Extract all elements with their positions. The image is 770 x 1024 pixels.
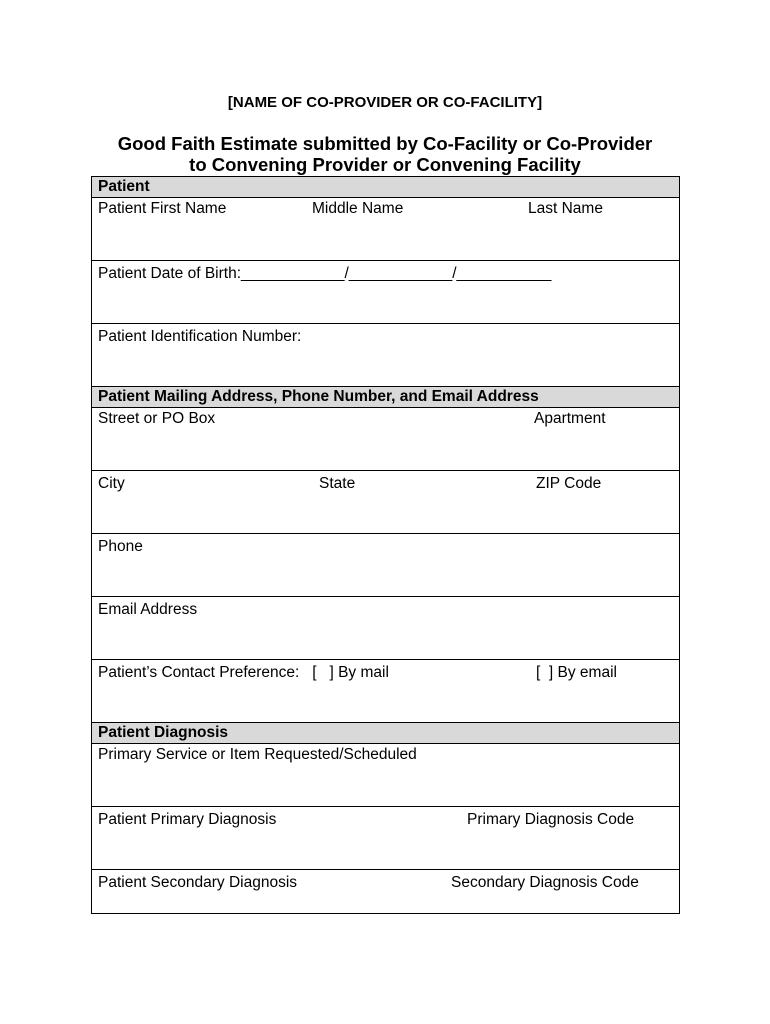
state-field[interactable]: State: [319, 475, 356, 492]
last-name-field[interactable]: Last Name: [528, 200, 603, 217]
dob-row: [92, 261, 679, 324]
contact-preference-row: [92, 660, 679, 723]
primary-diagnosis-code-field[interactable]: Primary Diagnosis Code: [467, 811, 635, 828]
city-row: [92, 471, 679, 534]
secondary-diagnosis-field[interactable]: Patient Secondary Diagnosis: [98, 874, 298, 891]
id-number-row: [92, 324, 679, 387]
title-line-2: to Convening Provider or Convening Facility: [189, 154, 581, 175]
primary-service-field[interactable]: Primary Service or Item Requested/Scheduled: [98, 746, 417, 763]
city-field[interactable]: City: [98, 475, 125, 492]
secondary-diagnosis-row: [92, 870, 679, 913]
secondary-diagnosis-code-field[interactable]: Secondary Diagnosis Code: [451, 874, 639, 891]
title-line-1: Good Faith Estimate submitted by Co-Facility or Co-Provider: [117, 133, 653, 154]
patient-form-table: [91, 176, 680, 914]
section-header-address: Patient Mailing Address, Phone Number, and Email Address: [92, 387, 679, 408]
primary-diagnosis-row: [92, 807, 679, 870]
date-of-birth-field[interactable]: Patient Date of Birth:____________/____________/___________: [98, 265, 552, 282]
phone-field[interactable]: Phone: [98, 538, 143, 555]
zip-code-field[interactable]: ZIP Code: [536, 475, 602, 492]
phone-row: [92, 534, 679, 597]
org-name-placeholder: [NAME OF CO-PROVIDER OR CO-FACILITY]: [227, 94, 543, 111]
name-row: [92, 198, 679, 261]
primary-diagnosis-field[interactable]: Patient Primary Diagnosis: [98, 811, 277, 828]
first-name-field[interactable]: Patient First Name: [98, 200, 227, 217]
section-header-diagnosis: Patient Diagnosis: [92, 723, 679, 744]
street-field[interactable]: Street or PO Box: [98, 410, 216, 427]
street-row: [92, 408, 679, 471]
document-title: [0, 133, 770, 175]
apartment-field[interactable]: Apartment: [534, 410, 606, 427]
email-row: [92, 597, 679, 660]
primary-service-row: [92, 744, 679, 807]
patient-id-field[interactable]: Patient Identification Number:: [98, 328, 302, 345]
contact-by-mail-checkbox[interactable]: Patient’s Contact Preference: [ ] By mail: [98, 664, 389, 681]
section-header-patient: Patient: [92, 177, 679, 198]
middle-name-field[interactable]: Middle Name: [312, 200, 404, 217]
email-field[interactable]: Email Address: [98, 601, 198, 618]
contact-by-email-checkbox[interactable]: [ ] By email: [536, 664, 617, 681]
